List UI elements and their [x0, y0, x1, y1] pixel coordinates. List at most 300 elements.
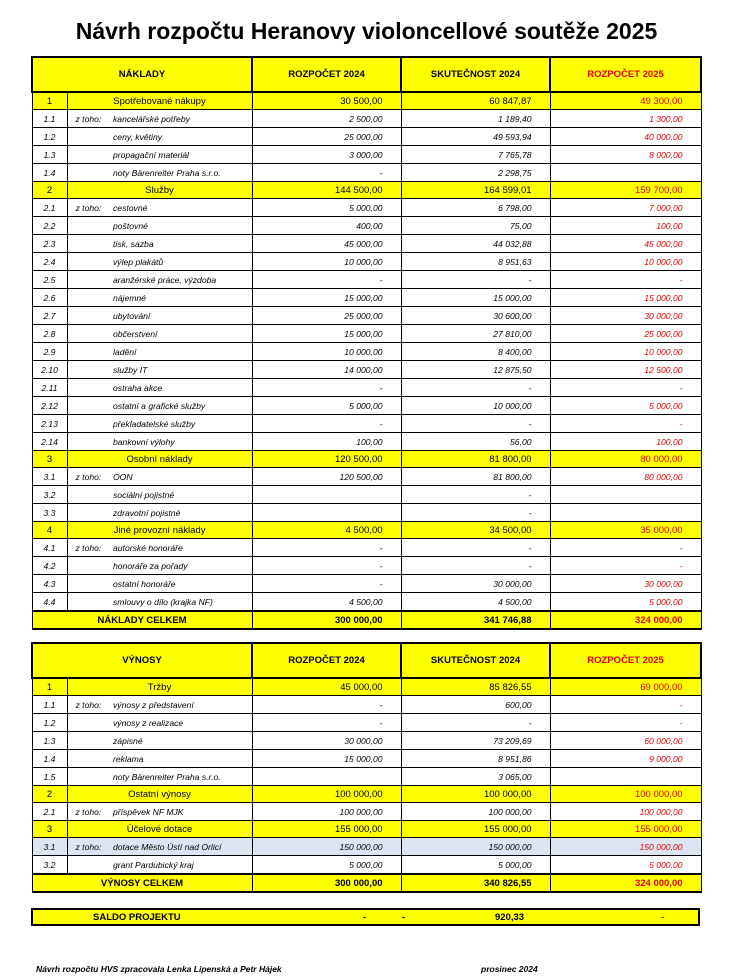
actual-2024-value: 164 599,01 — [401, 182, 550, 199]
col-header-actual-2024: SKUTEČNOST 2024 — [401, 57, 550, 92]
group-number: 2 — [32, 786, 67, 803]
budget-2025-value: 69 000,00 — [550, 678, 701, 696]
total-row — [32, 611, 701, 629]
item-name: výnosy z představení — [109, 696, 252, 714]
item-name: sociální pojistné — [109, 486, 252, 504]
budget-2025-value: 30 000,00 — [550, 575, 701, 593]
budget-2025-value — [550, 504, 701, 522]
saldo-budget-2025: - — [661, 912, 665, 923]
item-prefix — [67, 271, 109, 289]
item-name: služby IT — [109, 361, 252, 379]
actual-2024-value: 75,00 — [401, 217, 550, 235]
item-number: 2.13 — [32, 415, 67, 433]
budget-2024-value: 2 500,00 — [252, 110, 401, 128]
actual-2024-value: 4 500,00 — [401, 593, 550, 612]
col-header-budget-2025: ROZPOČET 2025 — [550, 57, 701, 92]
actual-2024-value: 56,00 — [401, 433, 550, 451]
item-name: občerstvení — [109, 325, 252, 343]
budget-2025-value: 5 000,00 — [550, 856, 701, 875]
budget-2025-value: 5 000,00 — [550, 593, 701, 612]
item-prefix — [67, 856, 109, 875]
item-prefix — [67, 379, 109, 397]
costs-table — [31, 56, 702, 630]
group-row — [32, 182, 701, 199]
budget-2025-value: 100 000,00 — [550, 786, 701, 803]
actual-2024-value: 5 000,00 — [401, 856, 550, 875]
actual-2024-value: 73 209,69 — [401, 732, 550, 750]
budget-2025-value: 12 500,00 — [550, 361, 701, 379]
actual-2024-value: - — [401, 557, 550, 575]
group-row — [32, 678, 701, 696]
item-number: 1.5 — [32, 768, 67, 786]
budget-2025-value: 10 000,00 — [550, 253, 701, 271]
budget-2024-value: - — [252, 714, 401, 732]
budget-2024-value: - — [252, 557, 401, 575]
item-row — [32, 750, 701, 768]
item-prefix: z toho: — [67, 468, 109, 486]
item-prefix — [67, 235, 109, 253]
item-row — [32, 199, 701, 217]
budget-2025-value — [550, 164, 701, 182]
item-row — [32, 768, 701, 786]
item-row — [32, 856, 701, 875]
item-number: 4.3 — [32, 575, 67, 593]
budget-2025-value: 9 000,00 — [550, 750, 701, 768]
budget-2025-value: - — [550, 557, 701, 575]
col-header-budget-2025: ROZPOČET 2025 — [550, 643, 701, 678]
budget-2024-value — [252, 504, 401, 522]
item-row — [32, 486, 701, 504]
item-prefix: z toho: — [67, 696, 109, 714]
actual-2024-value: 8 951,86 — [401, 750, 550, 768]
budget-2024-value: 5 000,00 — [252, 397, 401, 415]
item-number: 1.2 — [32, 714, 67, 732]
budget-2025-value: 25 000,00 — [550, 325, 701, 343]
group-name: Osobní náklady — [67, 451, 252, 468]
item-prefix: z toho: — [67, 199, 109, 217]
budget-2025-value: 100,00 — [550, 217, 701, 235]
actual-2024-value: 150 000,00 — [401, 838, 550, 856]
item-number: 3.3 — [32, 504, 67, 522]
item-name: noty Bärenreiter Praha s.r.o. — [109, 164, 252, 182]
item-row — [32, 433, 701, 451]
budget-2025-value: 80 000,00 — [550, 468, 701, 486]
group-row — [32, 821, 701, 838]
item-name: ubytování — [109, 307, 252, 325]
budget-2025-value: 159 700,00 — [550, 182, 701, 199]
group-name: Služby — [67, 182, 252, 199]
budget-2024-value: - — [252, 415, 401, 433]
item-name: dotace Město Ústí nad Orlicí — [109, 838, 252, 856]
actual-2024-value: 100 000,00 — [401, 786, 550, 803]
item-prefix — [67, 415, 109, 433]
group-row — [32, 786, 701, 803]
group-name: Tržby — [67, 678, 252, 696]
group-name: Spotřebované nákupy — [67, 92, 252, 110]
item-row — [32, 379, 701, 397]
item-prefix: z toho: — [67, 539, 109, 557]
actual-2024-value: - — [401, 504, 550, 522]
actual-2024-value: 155 000,00 — [401, 821, 550, 838]
item-number: 1.4 — [32, 750, 67, 768]
item-prefix: z toho: — [67, 838, 109, 856]
item-prefix — [67, 593, 109, 612]
item-name: bankovní výlohy — [109, 433, 252, 451]
item-name: zdravotní pojistné — [109, 504, 252, 522]
group-number: 2 — [32, 182, 67, 199]
actual-2024-value: 30 600,00 — [401, 307, 550, 325]
saldo-budget-2024: - — [363, 912, 367, 923]
item-row — [32, 593, 701, 612]
col-header-actual-2024: SKUTEČNOST 2024 — [401, 643, 550, 678]
saldo-label: SALDO PROJEKTU — [93, 912, 181, 923]
total-budget-2025: 324 000,00 — [550, 874, 701, 892]
total-label: VÝNOSY CELKEM — [32, 874, 252, 892]
budget-2024-value: 100 000,00 — [252, 786, 401, 803]
budget-2025-value — [550, 768, 701, 786]
item-prefix — [67, 433, 109, 451]
item-row — [32, 128, 701, 146]
budget-2024-value: - — [252, 696, 401, 714]
budget-2025-value: 155 000,00 — [550, 821, 701, 838]
item-row — [32, 146, 701, 164]
total-row — [32, 874, 701, 892]
footer-author: Návrh rozpočtu HVS zpracovala Lenka Lipenská a Petr Hájek — [36, 964, 282, 974]
group-name: Účelové dotace — [67, 821, 252, 838]
item-number: 4.1 — [32, 539, 67, 557]
item-row — [32, 361, 701, 379]
item-number: 3.2 — [32, 486, 67, 504]
item-row — [32, 110, 701, 128]
actual-2024-value: 49 593,94 — [401, 128, 550, 146]
budget-2024-value: 3 000,00 — [252, 146, 401, 164]
item-name: ostraha akce — [109, 379, 252, 397]
budget-2024-value — [252, 486, 401, 504]
budget-2024-value: 4 500,00 — [252, 593, 401, 612]
item-number: 2.1 — [32, 199, 67, 217]
item-number: 2.5 — [32, 271, 67, 289]
item-number: 2.8 — [32, 325, 67, 343]
budget-2024-value: 45 000,00 — [252, 678, 401, 696]
budget-2024-value: 120 500,00 — [252, 468, 401, 486]
total-budget-2024: 300 000,00 — [252, 874, 401, 892]
actual-2024-value: 12 875,50 — [401, 361, 550, 379]
item-prefix — [67, 575, 109, 593]
actual-2024-value: 81 800,00 — [401, 468, 550, 486]
item-number: 3.2 — [32, 856, 67, 875]
item-name: smlouvy o dílo (krajka NF) — [109, 593, 252, 612]
actual-2024-value: 15 000,00 — [401, 289, 550, 307]
budget-2025-value: - — [550, 415, 701, 433]
item-row — [32, 504, 701, 522]
item-prefix — [67, 164, 109, 182]
budget-2024-value: 10 000,00 — [252, 343, 401, 361]
item-name: výlep plakátů — [109, 253, 252, 271]
section-header: VÝNOSY — [32, 643, 252, 678]
actual-2024-value: 6 798,00 — [401, 199, 550, 217]
item-row — [32, 838, 701, 856]
item-name: reklama — [109, 750, 252, 768]
budget-2024-value: - — [252, 379, 401, 397]
budget-2024-value: - — [252, 575, 401, 593]
group-row — [32, 92, 701, 110]
budget-2025-value: 60 000,00 — [550, 732, 701, 750]
budget-2025-value: 35 000,00 — [550, 522, 701, 539]
col-header-budget-2024: ROZPOČET 2024 — [252, 57, 401, 92]
actual-2024-value: 44 032,88 — [401, 235, 550, 253]
item-row — [32, 217, 701, 235]
actual-2024-value: 34 500,00 — [401, 522, 550, 539]
budget-2025-value: 150 000,00 — [550, 838, 701, 856]
budget-2024-value: 14 000,00 — [252, 361, 401, 379]
footer-date: prosinec 2024 — [481, 964, 538, 974]
group-number: 1 — [32, 678, 67, 696]
col-header-budget-2024: ROZPOČET 2024 — [252, 643, 401, 678]
item-number: 2.10 — [32, 361, 67, 379]
saldo-row — [31, 908, 700, 926]
budget-2024-value: 15 000,00 — [252, 325, 401, 343]
budget-2024-value: 150 000,00 — [252, 838, 401, 856]
budget-2024-value: 10 000,00 — [252, 253, 401, 271]
item-name: příspěvek NF MJK — [109, 803, 252, 821]
group-number: 3 — [32, 821, 67, 838]
budget-2024-value: 25 000,00 — [252, 307, 401, 325]
item-number: 2.2 — [32, 217, 67, 235]
item-row — [32, 397, 701, 415]
actual-2024-value: 3 065,00 — [401, 768, 550, 786]
group-row — [32, 451, 701, 468]
item-prefix: z toho: — [67, 803, 109, 821]
budget-2024-value: 15 000,00 — [252, 750, 401, 768]
item-number: 2.9 — [32, 343, 67, 361]
item-number: 2.6 — [32, 289, 67, 307]
budget-2024-value: 5 000,00 — [252, 199, 401, 217]
item-row — [32, 343, 701, 361]
item-row — [32, 732, 701, 750]
item-prefix — [67, 128, 109, 146]
actual-2024-value: - — [401, 271, 550, 289]
item-row — [32, 325, 701, 343]
item-name: výnosy z realizace — [109, 714, 252, 732]
group-number: 3 — [32, 451, 67, 468]
item-row — [32, 557, 701, 575]
actual-2024-value: 85 826,55 — [401, 678, 550, 696]
actual-2024-value: - — [401, 539, 550, 557]
item-row — [32, 575, 701, 593]
item-number: 1.3 — [32, 146, 67, 164]
item-row — [32, 714, 701, 732]
item-name: poštovné — [109, 217, 252, 235]
item-prefix — [67, 146, 109, 164]
budget-2024-value: - — [252, 539, 401, 557]
budget-2024-value — [252, 768, 401, 786]
item-row — [32, 539, 701, 557]
budget-2025-value: - — [550, 714, 701, 732]
actual-2024-value: - — [401, 379, 550, 397]
budget-2025-value: - — [550, 379, 701, 397]
item-prefix — [67, 217, 109, 235]
budget-2024-value: 120 500,00 — [252, 451, 401, 468]
item-number: 2.11 — [32, 379, 67, 397]
item-number: 2.7 — [32, 307, 67, 325]
item-number: 3.1 — [32, 468, 67, 486]
budget-2025-value: 7 000,00 — [550, 199, 701, 217]
item-name: noty Bärenreiter Praha s.r.o. — [109, 768, 252, 786]
item-prefix — [67, 289, 109, 307]
actual-2024-value: 600,00 — [401, 696, 550, 714]
item-prefix — [67, 557, 109, 575]
budget-2024-value: 100 000,00 — [252, 803, 401, 821]
saldo-actual-sign: - — [402, 912, 406, 923]
budget-2024-value: 155 000,00 — [252, 821, 401, 838]
item-name: autorské honoráře — [109, 539, 252, 557]
group-number: 1 — [32, 92, 67, 110]
budget-2024-value: 15 000,00 — [252, 289, 401, 307]
item-name: propagační materiál — [109, 146, 252, 164]
actual-2024-value: 2 298,75 — [401, 164, 550, 182]
item-row — [32, 164, 701, 182]
budget-2025-value: 1 300,00 — [550, 110, 701, 128]
budget-2025-value: 45 000,00 — [550, 235, 701, 253]
budget-2024-value: 30 500,00 — [252, 92, 401, 110]
budget-2025-value: 40 000,00 — [550, 128, 701, 146]
budget-2024-value: 4 500,00 — [252, 522, 401, 539]
budget-2025-value: 10 000,00 — [550, 343, 701, 361]
item-row — [32, 468, 701, 486]
budget-2024-value: - — [252, 164, 401, 182]
item-name: nájemné — [109, 289, 252, 307]
actual-2024-value: 7 765,78 — [401, 146, 550, 164]
budget-2024-value: 100,00 — [252, 433, 401, 451]
budget-2024-value: 144 500,00 — [252, 182, 401, 199]
item-row — [32, 307, 701, 325]
total-label: NÁKLADY CELKEM — [32, 611, 252, 629]
item-number: 2.3 — [32, 235, 67, 253]
item-name: ladění — [109, 343, 252, 361]
item-prefix — [67, 768, 109, 786]
item-name: kancelářské potřeby — [109, 110, 252, 128]
budget-2025-value: - — [550, 539, 701, 557]
item-prefix — [67, 486, 109, 504]
budget-2025-value: 15 000,00 — [550, 289, 701, 307]
item-number: 4.2 — [32, 557, 67, 575]
item-row — [32, 415, 701, 433]
budget-2025-value: - — [550, 271, 701, 289]
budget-2024-value: 25 000,00 — [252, 128, 401, 146]
budget-2025-value: 49 300,00 — [550, 92, 701, 110]
item-number: 4.4 — [32, 593, 67, 612]
item-row — [32, 271, 701, 289]
budget-2025-value: 8 000,00 — [550, 146, 701, 164]
actual-2024-value: 100 000,00 — [401, 803, 550, 821]
budget-2024-value: 5 000,00 — [252, 856, 401, 875]
group-name: Jiné provozní náklady — [67, 522, 252, 539]
item-name: ostatní honoráře — [109, 575, 252, 593]
total-actual-2024: 341 746,88 — [401, 611, 550, 629]
total-budget-2025: 324 000,00 — [550, 611, 701, 629]
actual-2024-value: 30 000,00 — [401, 575, 550, 593]
budget-2025-value: 100,00 — [550, 433, 701, 451]
item-name: zápisné — [109, 732, 252, 750]
item-number: 1.4 — [32, 164, 67, 182]
header-row — [32, 57, 701, 92]
item-prefix — [67, 325, 109, 343]
item-prefix: z toho: — [67, 110, 109, 128]
budget-2024-value: 45 000,00 — [252, 235, 401, 253]
group-number: 4 — [32, 522, 67, 539]
item-number: 1.1 — [32, 110, 67, 128]
budget-2024-value: 400,00 — [252, 217, 401, 235]
item-name: ceny, květiny — [109, 128, 252, 146]
budget-2025-value: 30 000,00 — [550, 307, 701, 325]
header-row — [32, 643, 701, 678]
item-number: 2.4 — [32, 253, 67, 271]
item-name: aranžérské práce, výzdoba — [109, 271, 252, 289]
actual-2024-value: 8 951,63 — [401, 253, 550, 271]
item-name: cestovné — [109, 199, 252, 217]
actual-2024-value: - — [401, 714, 550, 732]
section-header: NÁKLADY — [32, 57, 252, 92]
actual-2024-value: 60 847,87 — [401, 92, 550, 110]
actual-2024-value: 10 000,00 — [401, 397, 550, 415]
item-prefix — [67, 714, 109, 732]
item-name: honoráře za pořady — [109, 557, 252, 575]
budget-2024-value: - — [252, 271, 401, 289]
revenues-table — [31, 642, 702, 893]
actual-2024-value: 8 400,00 — [401, 343, 550, 361]
budget-2025-value — [550, 486, 701, 504]
budget-2025-value: 5 000,00 — [550, 397, 701, 415]
budget-2025-value: - — [550, 696, 701, 714]
item-prefix — [67, 732, 109, 750]
actual-2024-value: - — [401, 415, 550, 433]
budget-2025-value: 100 000,00 — [550, 803, 701, 821]
group-row — [32, 522, 701, 539]
item-row — [32, 696, 701, 714]
budget-2025-value: 80 000,00 — [550, 451, 701, 468]
item-prefix — [67, 253, 109, 271]
item-number: 2.14 — [32, 433, 67, 451]
item-number: 2.1 — [32, 803, 67, 821]
item-row — [32, 289, 701, 307]
page-title: Návrh rozpočtu Heranovy violoncellové soutěže 2025 — [75, 18, 658, 44]
item-prefix — [67, 361, 109, 379]
saldo-actual-2024: 920,33 — [495, 912, 525, 923]
item-name: grant Pardubický kraj — [109, 856, 252, 875]
item-prefix — [67, 750, 109, 768]
item-number: 3.1 — [32, 838, 67, 856]
item-number: 1.1 — [32, 696, 67, 714]
item-prefix — [67, 504, 109, 522]
item-row — [32, 235, 701, 253]
item-row — [32, 803, 701, 821]
group-name: Ostatní výnosy — [67, 786, 252, 803]
total-actual-2024: 340 826,55 — [401, 874, 550, 892]
item-number: 1.2 — [32, 128, 67, 146]
actual-2024-value: 81 800,00 — [401, 451, 550, 468]
item-name: OON — [109, 468, 252, 486]
item-name: tisk, sazba — [109, 235, 252, 253]
item-name: překladatelské služby — [109, 415, 252, 433]
item-prefix — [67, 307, 109, 325]
item-number: 1.3 — [32, 732, 67, 750]
actual-2024-value: - — [401, 486, 550, 504]
item-prefix — [67, 343, 109, 361]
budget-2024-value: 30 000,00 — [252, 732, 401, 750]
total-budget-2024: 300 000,00 — [252, 611, 401, 629]
actual-2024-value: 1 189,40 — [401, 110, 550, 128]
item-prefix — [67, 397, 109, 415]
